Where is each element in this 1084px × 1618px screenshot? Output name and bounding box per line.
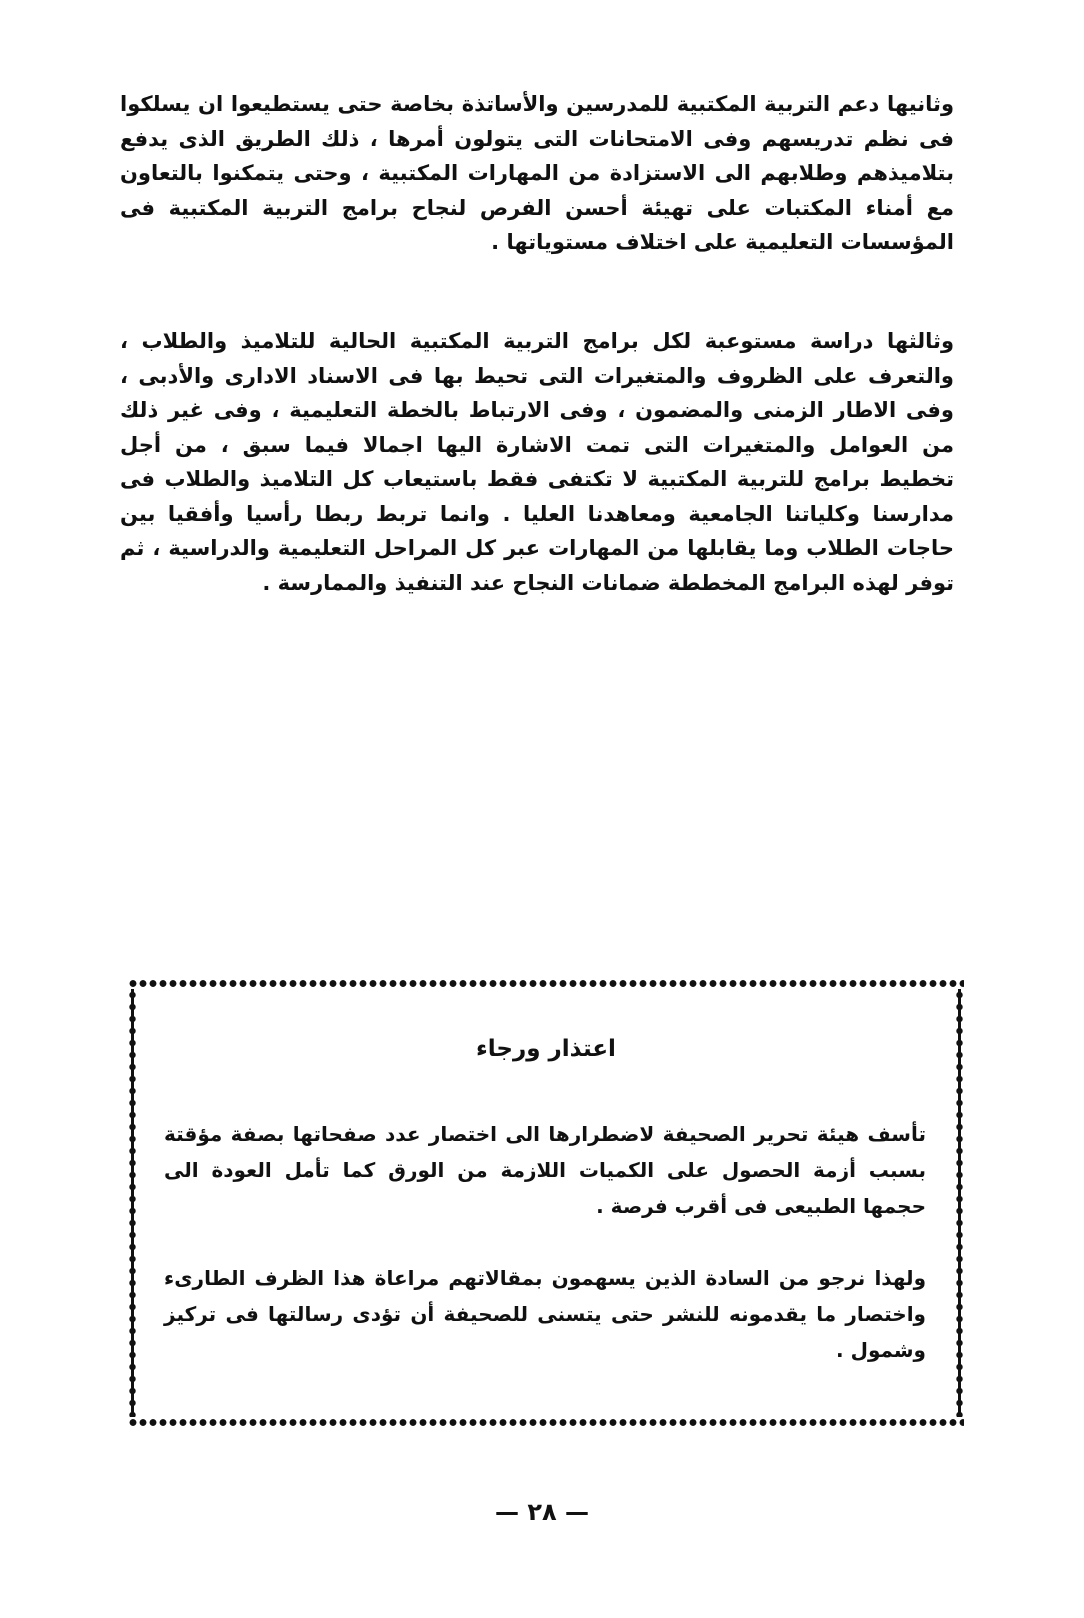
notice-paragraph-1: تأسف هيئة تحرير الصحيفة لاضطرارها الى اختصار عدد صفحاتها بصفة مؤقتة بسبب أزمة الحصول على الكميات اللازمة من الورق كما تأمل العودة الى حجمها الطبيعى فى أقرب فرصة . bbox=[164, 1122, 926, 1218]
body-paragraph-1: وثانيها دعم التربية المكتبية للمدرسين والأساتذة بخاصة حتى يستطيعوا ان يسلكوا فى نظم تدريسهم وفى الامتحانات التى يتولون أمرها ، ذلك الطريق الذى يدفع بتلاميذهم وطلابهم الى الاستزادة من المهارات المكتبية ، وحتى يتمكنوا بالتعاون مع أمناء المكتبات على تهيئة أحسن الفرص لنجاح برامج التربية المكتبية فى المؤسسات التعليمية على اختلاف مستوياتها . bbox=[120, 92, 954, 254]
notice-border-top bbox=[128, 978, 964, 989]
page-number: — ٢٨ — bbox=[494, 1498, 589, 1526]
notice-title: اعتذار ورجاء bbox=[476, 1036, 616, 1062]
notice-border-bottom bbox=[128, 1417, 964, 1428]
body-paragraph-2: وثالثها دراسة مستوعبة لكل برامج التربية المكتبية الحالية للتلاميذ والطلاب ، والتعرف على الظروف والمتغيرات التى تحيط بها فى الاسناد الادارى والأدبى ، وفى الاطار الزمنى والمضمون ، وفى الارتباط بالخطة التعليمية ، وفى غير ذلك من العوامل والمتغيرات التى تمت الاشارة اليها اجمالا فيما سبق ، من أجل تخطيط برامج للتربية المكتبية لا تكتفى فقط باستيعاب كل التلاميذ والطلاب فى مدارسنا وكلياتنا الجامعية ومعاهدنا العليا . وانما تربط ربطا رأسيا وأفقيا بين حاجات الطلاب وما يقابلها من المهارات عبر كل المراحل التعليمية والدراسية ، ثم توفر لهذه البرامج المخططة ضمانات النجاح عند التنفيذ والممارسة . bbox=[120, 329, 954, 595]
notice-paragraph-2: ولهذا نرجو من السادة الذين يسهمون بمقالاتهم مراعاة هذا الظرف الطارىء واختصار ما يقدمونه للنشر حتى يتسنى للصحيفة أن تؤدى رسالتها فى تركيز وشمول . bbox=[164, 1266, 926, 1362]
notice-box bbox=[128, 978, 964, 1428]
